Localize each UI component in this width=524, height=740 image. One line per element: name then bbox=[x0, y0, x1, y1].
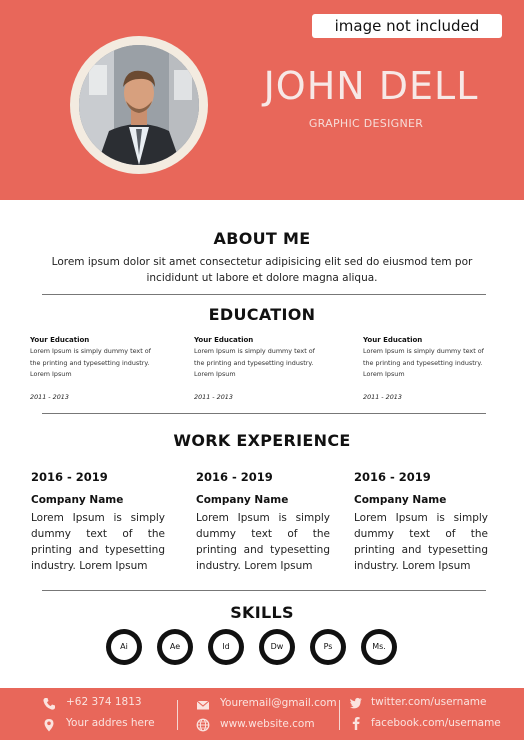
work-item-desc: Lorem Ipsum is simply dummy text of the printing and typesetting industry. Lorem Ipsum bbox=[354, 512, 488, 572]
education-item-title: Your Education bbox=[194, 336, 254, 344]
about-title: ABOUT ME bbox=[213, 229, 311, 248]
profile-photo-frame bbox=[70, 36, 208, 174]
divider bbox=[42, 413, 486, 414]
work-item-company: Company Name bbox=[31, 494, 124, 506]
skill-badge bbox=[106, 629, 142, 665]
globe-icon bbox=[196, 718, 210, 732]
footer-website[interactable]: www.website.com bbox=[220, 718, 315, 730]
work-title: WORK EXPERIENCE bbox=[173, 431, 351, 450]
skill-label: Id bbox=[213, 634, 239, 660]
work-item bbox=[31, 470, 165, 574]
education-item bbox=[30, 336, 162, 401]
work-item-years: 2016 - 2019 bbox=[31, 470, 108, 484]
skill-badge bbox=[208, 629, 244, 665]
skills-list bbox=[106, 629, 406, 667]
skill-label: Ms. bbox=[366, 634, 392, 660]
work-item-company: Company Name bbox=[354, 494, 447, 506]
location-icon bbox=[42, 718, 56, 732]
work-item-years: 2016 - 2019 bbox=[196, 470, 273, 484]
footer-separator bbox=[339, 700, 340, 730]
divider bbox=[42, 590, 486, 591]
work-item bbox=[354, 470, 488, 574]
education-item-years: 2011 - 2013 bbox=[363, 392, 402, 401]
skill-label: Dw bbox=[264, 634, 290, 660]
education-item-desc: Lorem Ipsum is simply dummy text of the printing and typesetting industry. Lorem Ipsum bbox=[194, 347, 315, 378]
footer-separator bbox=[177, 700, 178, 730]
footer-facebook[interactable]: facebook.com/username bbox=[371, 717, 501, 729]
profile-photo bbox=[79, 45, 199, 165]
person-name: JOHN DELL bbox=[263, 64, 479, 108]
skill-label: Ae bbox=[162, 634, 188, 660]
footer-twitter[interactable]: twitter.com/username bbox=[371, 696, 487, 708]
education-item bbox=[194, 336, 326, 401]
footer-address: Your addres here bbox=[66, 717, 155, 729]
skill-badge bbox=[310, 629, 346, 665]
phone-icon bbox=[42, 697, 56, 711]
mail-icon bbox=[196, 698, 210, 712]
about-text: Lorem ipsum dolor sit amet consectetur adipisicing elit sed do eiusmod tem por incididunt ut labore et dolore magna aliqua. bbox=[51, 256, 473, 284]
header-banner bbox=[0, 0, 524, 200]
skill-badge bbox=[157, 629, 193, 665]
facebook-icon bbox=[349, 716, 363, 730]
education-item-desc: Lorem Ipsum is simply dummy text of the printing and typesetting industry. Lorem Ipsum bbox=[363, 347, 484, 378]
work-item-company: Company Name bbox=[196, 494, 289, 506]
skills-title: SKILLS bbox=[230, 603, 294, 622]
footer-email[interactable]: Youremail@gmail.com bbox=[220, 697, 337, 709]
person-role: GRAPHIC DESIGNER bbox=[308, 117, 424, 130]
work-item bbox=[196, 470, 330, 574]
education-item-title: Your Education bbox=[363, 336, 423, 344]
education-item-years: 2011 - 2013 bbox=[30, 392, 69, 401]
footer-phone: +62 374 1813 bbox=[66, 696, 142, 708]
education-item-desc: Lorem Ipsum is simply dummy text of the printing and typesetting industry. Lorem Ipsum bbox=[30, 347, 151, 378]
skill-badge bbox=[259, 629, 295, 665]
skill-badge bbox=[361, 629, 397, 665]
skill-label: Ai bbox=[111, 634, 137, 660]
image-not-included-stamp: image not included bbox=[312, 14, 502, 38]
skill-label: Ps bbox=[315, 634, 341, 660]
education-item-title: Your Education bbox=[30, 336, 90, 344]
education-item bbox=[363, 336, 495, 401]
footer-contact-bar bbox=[0, 688, 524, 740]
divider bbox=[42, 294, 486, 295]
work-item-desc: Lorem Ipsum is simply dummy text of the printing and typesetting industry. Lorem Ipsum bbox=[31, 512, 165, 572]
twitter-icon bbox=[349, 696, 363, 710]
education-title: EDUCATION bbox=[208, 305, 316, 324]
work-item-years: 2016 - 2019 bbox=[354, 470, 431, 484]
education-item-years: 2011 - 2013 bbox=[194, 392, 233, 401]
work-item-desc: Lorem Ipsum is simply dummy text of the printing and typesetting industry. Lorem Ipsum bbox=[196, 512, 330, 572]
